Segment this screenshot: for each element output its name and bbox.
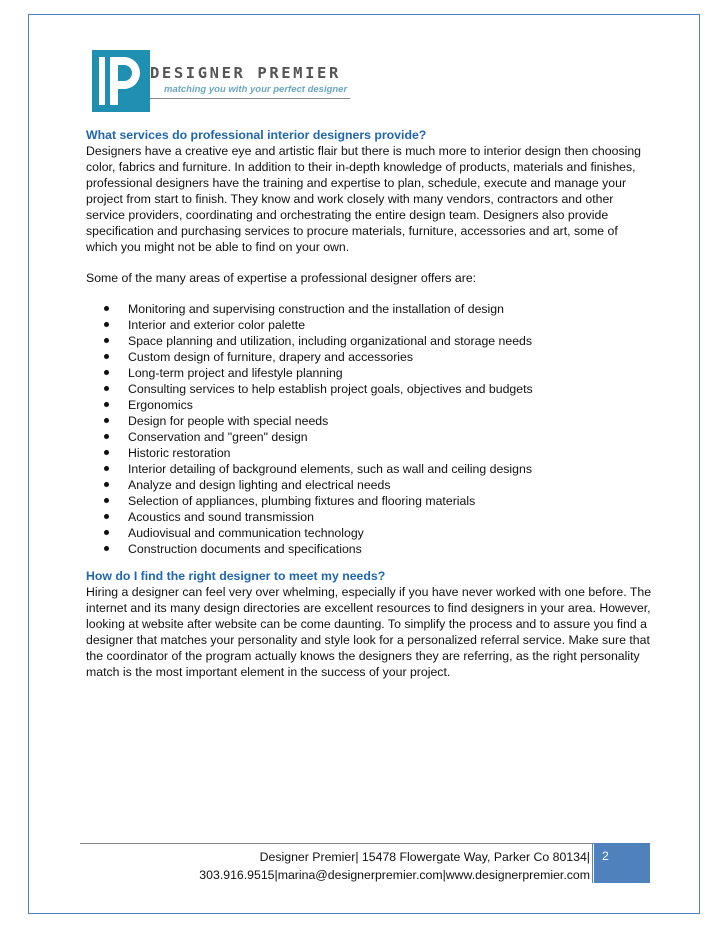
footer-separator bbox=[592, 843, 593, 883]
list-item bbox=[86, 349, 652, 365]
list-item-text: Interior detailing of background elements, such as wall and ceiling designs bbox=[128, 462, 532, 476]
document-body bbox=[86, 127, 652, 680]
list-item bbox=[86, 461, 652, 477]
list-item-text: Historic restoration bbox=[128, 446, 231, 460]
footer-contact-line: 303.916.9515|marina@designerpremier.com|www.designerpremier.com bbox=[199, 868, 590, 882]
bullet-icon bbox=[104, 482, 109, 487]
list-item-text: Long-term project and lifestyle planning bbox=[128, 366, 343, 380]
list-item bbox=[86, 301, 652, 317]
logo-title: DESIGNER PREMIER bbox=[150, 64, 341, 82]
list-item bbox=[86, 333, 652, 349]
services-paragraph: Designers have a creative eye and artistic flair but there is much more to interior design then choosing color, fabrics and furniture. In addition to their in-depth knowledge of products, materials and finishes, professional designers have the training and expertise to plan, schedule, execute and manage your project from start to finish. They know and work closely with many vendors, contractors and other service providers, coordinating and orchestrating the entire design team. Designers also provide specification and purchasing services to procure materials, furniture, accessories and art, some of which you might not be able to find on your own. bbox=[86, 144, 642, 254]
section-heading-find-designer: How do I find the right designer to meet my needs? bbox=[86, 569, 386, 583]
list-item-text: Analyze and design lighting and electrical needs bbox=[128, 478, 391, 492]
bullet-icon bbox=[104, 370, 109, 375]
list-item bbox=[86, 525, 652, 541]
list-item bbox=[86, 509, 652, 525]
list-item bbox=[86, 397, 652, 413]
bullet-icon bbox=[104, 322, 109, 327]
find-designer-paragraph: Hiring a designer can feel very over whelming, especially if you have never worked with one before. The internet and its many design directories are excellent resources to find designers in your area. However, looking at website after website can be come daunting. To simplify the process and to assure you find a designer that matches your personality and style look for a personalized referral service. Make sure that the coordinator of the program actually knows the designers they are referring, as the right personality match is the most important element in the success of your project. bbox=[86, 585, 652, 679]
list-item bbox=[86, 413, 652, 429]
list-item bbox=[86, 429, 652, 445]
list-item-text: Design for people with special needs bbox=[128, 414, 329, 428]
list-item bbox=[86, 541, 652, 557]
bullet-icon bbox=[104, 514, 109, 519]
list-item bbox=[86, 317, 652, 333]
list-item-text: Consulting services to help establish project goals, objectives and budgets bbox=[128, 382, 533, 396]
footer-contact bbox=[80, 848, 590, 884]
list-item bbox=[86, 365, 652, 381]
list-item-text: Selection of appliances, plumbing fixtures and flooring materials bbox=[128, 494, 476, 508]
page-number: 2 bbox=[602, 849, 609, 863]
logo-divider bbox=[150, 98, 350, 99]
bullet-icon bbox=[104, 466, 109, 471]
bullet-icon bbox=[104, 386, 109, 391]
designer-premier-logo bbox=[92, 50, 362, 112]
list-item-text: Monitoring and supervising construction and the installation of design bbox=[128, 302, 504, 316]
list-item-text: Audiovisual and communication technology bbox=[128, 526, 364, 540]
bullet-icon bbox=[104, 418, 109, 423]
bullet-icon bbox=[104, 306, 109, 311]
bullet-icon bbox=[104, 498, 109, 503]
list-item bbox=[86, 477, 652, 493]
bullet-icon bbox=[104, 354, 109, 359]
bullet-icon bbox=[104, 530, 109, 535]
footer-address: Designer Premier| 15478 Flowergate Way, Parker Co 80134| bbox=[259, 850, 590, 864]
bullet-icon bbox=[104, 434, 109, 439]
expertise-list bbox=[86, 301, 652, 557]
list-item-text: Conservation and "green" design bbox=[128, 430, 308, 444]
bullet-icon bbox=[104, 450, 109, 455]
page-number-box bbox=[594, 843, 650, 883]
logo-tagline: matching you with your perfect designer bbox=[164, 84, 348, 95]
list-item-text: Interior and exterior color palette bbox=[128, 318, 306, 332]
list-item-text: Ergonomics bbox=[128, 398, 193, 412]
dp-monogram-icon bbox=[92, 50, 150, 112]
list-item bbox=[86, 493, 652, 509]
list-item-text: Acoustics and sound transmission bbox=[128, 510, 314, 524]
bullet-icon bbox=[104, 338, 109, 343]
list-item bbox=[86, 381, 652, 397]
list-item-text: Custom design of furniture, drapery and accessories bbox=[128, 350, 414, 364]
bullet-icon bbox=[104, 402, 109, 407]
expertise-intro: Some of the many areas of expertise a professional designer offers are: bbox=[86, 271, 477, 285]
list-item-text: Construction documents and specifications bbox=[128, 542, 362, 556]
list-item bbox=[86, 445, 652, 461]
list-item-text: Space planning and utilization, including organizational and storage needs bbox=[128, 334, 533, 348]
footer-divider bbox=[80, 843, 650, 844]
section-heading-services: What services do professional interior designers provide? bbox=[86, 128, 427, 142]
bullet-icon bbox=[104, 546, 109, 551]
